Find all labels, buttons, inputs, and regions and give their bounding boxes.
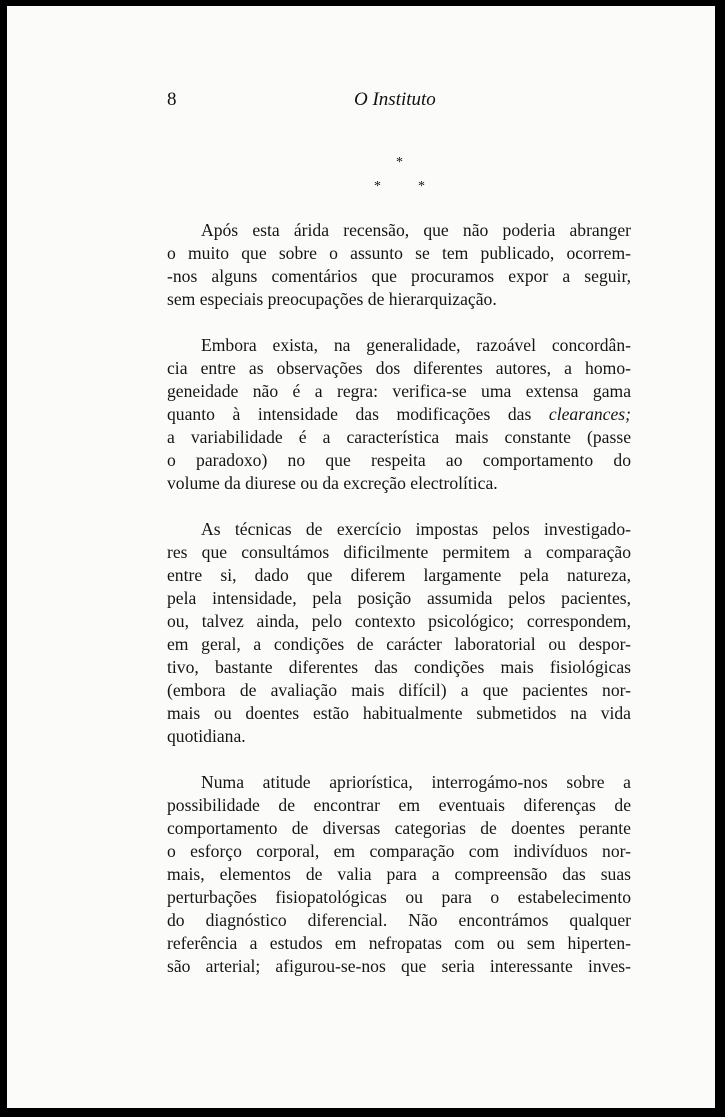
separator-star: * [374, 179, 381, 194]
text-line: mais ou doentes estão habitualmente submetidos na vida [167, 703, 631, 723]
text-line [167, 403, 631, 426]
text-line: As técnicas de exercício impostas pelos investigado- [201, 519, 631, 539]
text-line: volume da diurese ou da excreção electrolítica. [167, 473, 498, 493]
running-title: O Instituto [354, 89, 436, 110]
text-line: entre si, dado que diferem largamente pela natureza, [167, 565, 631, 585]
paragraph-2 [167, 334, 631, 495]
italic-term: clearances; [548, 404, 631, 424]
text-line: mais, elementos de valia para a compreensão das suas [167, 864, 631, 884]
text-line: comportamento de diversas categorias de doentes perante [167, 818, 631, 838]
paragraph-4 [167, 771, 631, 978]
text-line: -nos alguns comentários que procuramos expor a seguir, [167, 266, 631, 286]
text-line: pela intensidade, pela posição assumida pelos pacientes, [167, 588, 631, 608]
text-line: perturbações fisiopatológicas ou para o estabelecimento [167, 887, 631, 907]
text-line: o esforço corporal, em comparação com indivíduos nor- [167, 841, 631, 861]
text-line: Embora exista, na generalidade, razoável concordân- [201, 335, 631, 355]
section-separator [7, 156, 715, 196]
text-line: sem especiais preocupações de hierarquização. [167, 289, 497, 309]
text-line: quotidiana. [167, 726, 246, 746]
text-line: o paradoxo) no que respeita ao comportamento do [167, 450, 631, 470]
page-number: 8 [167, 89, 177, 110]
text-line: ou, talvez ainda, pelo contexto psicológico; correspondem, [167, 611, 631, 631]
page-header [7, 89, 715, 119]
text-line: referência a estudos em nefropatas com ou sem hiperten- [167, 933, 631, 953]
text-line: tivo, bastante diferentes das condições mais fisiológicas [167, 657, 631, 677]
book-page [7, 6, 715, 1108]
text-line: (embora de avaliação mais difícil) a que pacientes nor- [167, 680, 631, 700]
separator-star: * [418, 179, 425, 194]
text-line: Após esta árida recensão, que não poderia abranger [201, 220, 631, 240]
text-line: do diagnóstico diferencial. Não encontrámos qualquer [167, 910, 631, 930]
text-line: Numa atitude apriorística, interrogámo-nos sobre a [201, 772, 631, 792]
paragraph-1 [167, 219, 631, 311]
text-fragment: quanto à intensidade das modificações das [167, 404, 532, 424]
body-text [167, 219, 631, 978]
text-line: são arterial; afigurou-se-nos que seria interessante inves- [167, 956, 631, 976]
text-line: a variabilidade é a característica mais constante (passe [167, 427, 631, 447]
text-line: cia entre as observações dos diferentes autores, a homo- [167, 358, 631, 378]
paragraph-3 [167, 518, 631, 748]
text-line: geneidade não é a regra: verifica-se uma extensa gama [167, 381, 631, 401]
text-line: res que consultámos dificilmente permitem a comparação [167, 542, 631, 562]
text-line: em geral, a condições de carácter laboratorial ou despor- [167, 634, 631, 654]
text-line: possibilidade de encontrar em eventuais diferenças de [167, 795, 631, 815]
separator-star: * [396, 155, 403, 170]
text-line: o muito que sobre o assunto se tem publicado, ocorrem- [167, 243, 631, 263]
